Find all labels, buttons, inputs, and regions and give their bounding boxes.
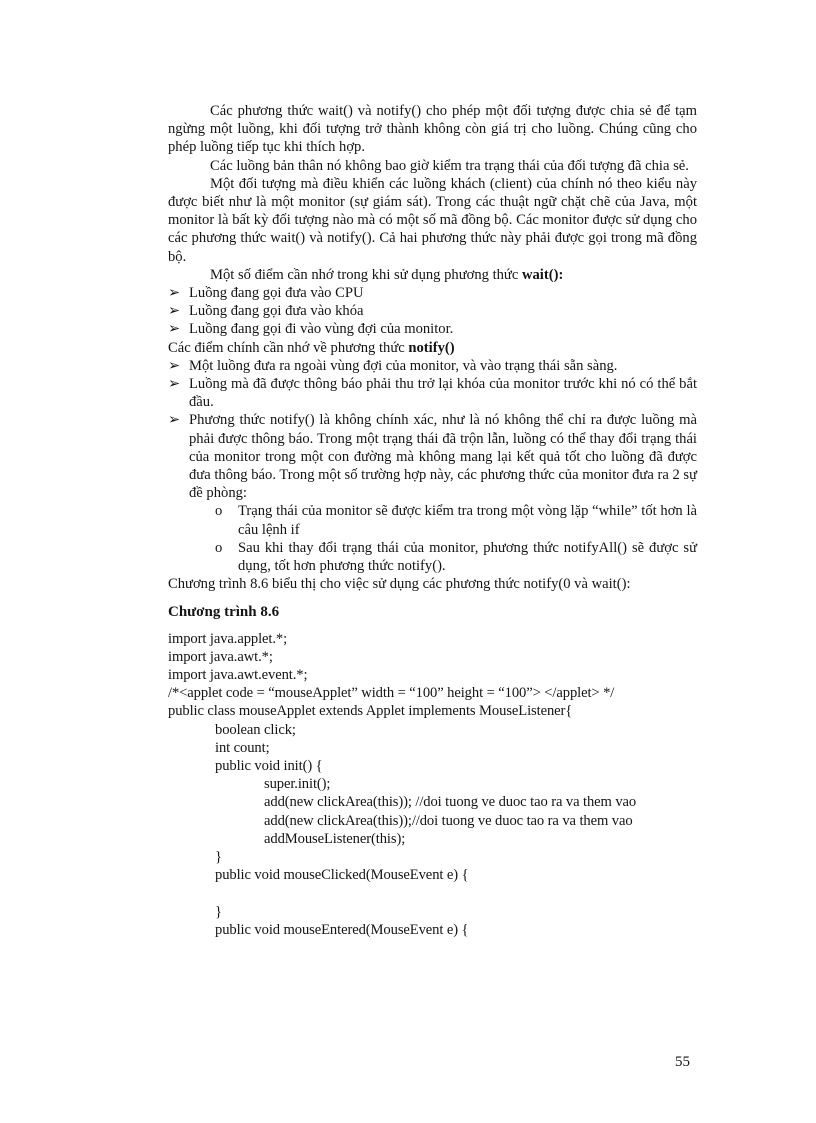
code-line: public void mouseClicked(MouseEvent e) {	[215, 867, 469, 884]
code-line: import java.awt.event.*;	[168, 667, 308, 684]
notify-points-list	[168, 357, 697, 575]
code-line: super.init();	[264, 776, 331, 793]
code-listing	[168, 630, 697, 939]
arrow-bullet-icon: ➢	[168, 376, 181, 393]
circle-bullet-icon: o	[215, 503, 223, 520]
list-item: ➢ Luồng đang gọi đi vào vùng đợi của monitor.	[168, 321, 454, 338]
code-line: /*<applet code = “mouseApplet” width = “100” height = “100”> </applet> */	[168, 685, 615, 702]
code-line: boolean click;	[215, 721, 296, 738]
code-line: }	[215, 848, 222, 865]
sub-list-item: o Trạng thái của monitor sẽ được kiểm tra trong một vòng lặp “while” tốt hơn là câu lệnh if	[215, 503, 697, 538]
list-item: ➢ Luồng đang gọi đưa vào CPU	[168, 285, 364, 302]
code-line: }	[215, 903, 222, 920]
arrow-bullet-icon: ➢	[168, 303, 181, 320]
paragraph-threads-check: Các luồng bản thân nó không bao giờ kiểm tra trạng thái của đối tượng đã chia sẻ.	[210, 157, 689, 174]
code-line-blank	[168, 884, 697, 902]
document-page	[168, 102, 697, 939]
notify-points-intro: Các điểm chính cần nhớ về phương thức notify()	[168, 339, 455, 356]
code-line: public void mouseEntered(MouseEvent e) {	[215, 921, 469, 938]
code-line: public class mouseApplet extends Applet implements MouseListener{	[168, 703, 573, 720]
arrow-bullet-icon: ➢	[168, 285, 181, 302]
code-line: add(new clickArea(this)); //doi tuong ve duoc tao ra va them vao	[264, 794, 637, 811]
list-item: ➢ Phương thức notify() là không chính xác, như là nó không thể chỉ ra được luồng mà phải được thông báo. Trong một trạng thái đã trộn lẫn, luồng có thể thay đổi trạng thái của monitor trong một con đường mà không mang lại kết quả tốt cho luồng đã được đưa thông báo. Trong một số trường hợp này, các phương thức của monitor đưa ra 2 sự đề phòng:	[168, 412, 697, 502]
program-heading: Chương trình 8.6	[168, 604, 280, 621]
list-item: ➢ Một luồng đưa ra ngoài vùng đợi của monitor, và vào trạng thái sẵn sàng.	[168, 357, 618, 374]
code-line: public void init() {	[215, 758, 323, 774]
arrow-bullet-icon: ➢	[168, 357, 181, 374]
arrow-bullet-icon: ➢	[168, 321, 181, 338]
sub-list-item: o Sau khi thay đổi trạng thái của monitor, phương thức notifyAll() sẽ được sử dụng, tốt hơn phương thức notify().	[215, 539, 697, 575]
code-line: import java.awt.*;	[168, 648, 273, 665]
code-line: addMouseListener(this);	[264, 830, 406, 847]
wait-points-list	[168, 284, 697, 339]
list-item: ➢ Luồng đang gọi đưa vào khóa	[168, 303, 364, 320]
page-number: 55	[675, 1054, 690, 1070]
arrow-bullet-icon: ➢	[168, 412, 181, 429]
circle-bullet-icon: o	[215, 539, 223, 556]
code-line: add(new clickArea(this));//doi tuong ve duoc tao ra va them vao	[264, 812, 633, 829]
code-line: import java.applet.*;	[168, 630, 288, 647]
code-line: int count;	[215, 739, 270, 756]
paragraph-monitor-definition: Một đối tượng mà điều khiển các luồng khách (client) của chính nó theo kiểu này được biết như là một monitor (sự giám sát). Trong các thuật ngữ chặt chẽ của Java, một monitor là bất kỳ đối tượng nào mà có một số mã đồng bộ. Các monitor được sử dụng cho các phương thức wait() và notify(). Cả hai phương thức này phải được gọi trong mã đồng bộ.	[168, 175, 697, 265]
paragraph-wait-notify-intro: Các phương thức wait() và notify() cho phép một đối tượng được chia sẻ để tạm ngừng một luồng, khi đối tượng trở thành không còn giá trị cho luồng. Chúng cũng cho phép luồng tiếp tục khi thích hợp.	[168, 103, 697, 156]
list-item: ➢ Luồng mà đã được thông báo phải thu trở lại khóa của monitor trước khi nó có thể bắt đầu.	[168, 376, 697, 411]
program-intro: Chương trình 8.6 biểu thị cho việc sử dụng các phương thức notify(0 và wait():	[168, 576, 631, 593]
wait-points-intro: Một số điểm cần nhớ trong khi sử dụng phương thức wait():	[210, 266, 564, 283]
